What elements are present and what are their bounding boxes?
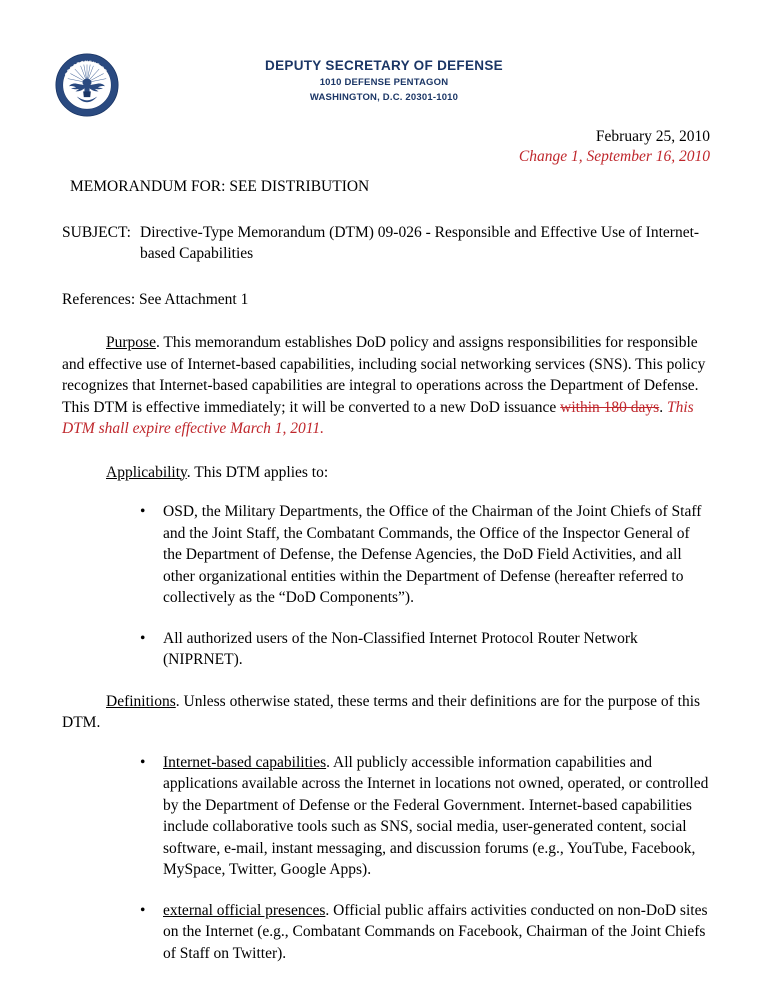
definition-body: . Official public affairs activities conducted on non-DoD sites on the Internet (e.g., Combatant Commands on Facebook, Chairman of the Joint Chiefs of Staff on Twitter). xyxy=(163,901,708,962)
document-body xyxy=(62,176,710,964)
svg-text:M: M xyxy=(84,59,88,65)
subject-text: Directive-Type Memorandum (DTM) 09-026 - Responsible and Effective Use of Internet-based Capabilities xyxy=(140,223,700,262)
definitions-paragraph xyxy=(62,691,710,734)
svg-text:D: D xyxy=(63,71,70,77)
definition-body: . All publicly accessible information capabilities and applications available across the Internet in locations not owned, operated, or controlled by the Department of Defense or the Federal Government. Internet-based capabilities include collaborative tools such as SNS, social media, user-generated content, social software, e-mail, instant messaging, and discussion forums (e.g., YouTube, Facebook, MySpace, Twitter, Google Apps). xyxy=(163,753,709,878)
list-item-text: OSD, the Military Departments, the Office of the Chairman of the Joint Chiefs of Staff and the Joint Staff, the Combatant Commands, the Office of the Inspector General of the Department of Defense, the Defense Agencies, the DoD Field Activities, and all other organizational entities within the Department of Defense (hereafter referred to collectively as the “DoD Components”). xyxy=(163,503,702,606)
definitions-heading: Definitions xyxy=(106,692,176,710)
svg-text:T: T xyxy=(95,61,101,68)
svg-text:D: D xyxy=(156,109,160,115)
svg-text:S: S xyxy=(148,126,151,131)
list-item xyxy=(140,628,710,671)
subject-line xyxy=(62,222,710,265)
svg-text:T: T xyxy=(161,89,165,94)
svg-text:S: S xyxy=(104,156,110,161)
bullet-icon: • xyxy=(140,901,146,919)
letterhead-text xyxy=(0,58,768,105)
bullet-icon: • xyxy=(140,753,146,771)
applicability-bullet-list xyxy=(140,501,710,671)
subject-label: SUBJECT: xyxy=(62,223,131,241)
svg-text:T: T xyxy=(80,59,84,65)
list-item xyxy=(140,752,710,881)
definitions-bullet-list xyxy=(140,752,710,965)
svg-text:I: I xyxy=(161,78,165,83)
svg-text:T: T xyxy=(124,147,129,153)
svg-text:T: T xyxy=(141,134,145,139)
svg-text:E: E xyxy=(159,99,163,105)
purpose-struck-text: within 180 days xyxy=(560,398,660,416)
letterhead-title: DEPUTY SECRETARY OF DEFENSE xyxy=(265,58,503,73)
list-item-text: All authorized users of the Non-Classified Internet Protocol Router Network (NIPRNET). xyxy=(163,629,638,668)
letterhead-address-line1: 1010 DEFENSE PENTAGON xyxy=(319,77,449,88)
svg-text:E: E xyxy=(88,59,92,65)
bullet-icon: • xyxy=(140,629,146,647)
list-item xyxy=(140,501,710,609)
definition-term: Internet-based capabilities xyxy=(163,753,327,771)
purpose-text-before: . This memorandum establishes DoD policy and assigns responsibilities for responsible and effective use of Internet-based capabilities, including social networking services (SNS). This policy recognizes that Internet-based capabilities are integral to operations across the Department of Defense. This DTM is effective immediately; it will be converted to a new DoD issuance xyxy=(62,334,706,416)
svg-text:A: A xyxy=(72,62,78,69)
svg-text:U: U xyxy=(156,57,162,63)
purpose-heading: Purpose xyxy=(106,334,156,351)
memorandum-for-line: MEMORANDUM FOR: SEE DISTRIBUTION xyxy=(70,178,370,195)
definition-term: external official presences xyxy=(163,901,326,919)
svg-text:A: A xyxy=(133,141,137,147)
document-date: February 25, 2010 xyxy=(595,128,710,145)
svg-text:N: N xyxy=(92,60,97,66)
change-date: Change 1, September 16, 2010 xyxy=(518,148,710,165)
purpose-inserted-text: This DTM shall expire effective March 1, 2011. xyxy=(62,398,694,437)
purpose-paragraph xyxy=(62,332,710,440)
applicability-paragraph xyxy=(62,462,710,484)
svg-text:R: R xyxy=(76,60,81,67)
definitions-lead-in: . Unless otherwise stated, these terms and their definitions are for the purpose of this DTM. xyxy=(62,692,701,731)
letterhead-address-line2: WASHINGTON, D.C. 20301-1010 xyxy=(309,92,459,103)
svg-text:F: F xyxy=(102,68,109,74)
purpose-text-after: . xyxy=(659,398,667,416)
applicability-heading: Applicability xyxy=(106,463,187,481)
svg-text:E: E xyxy=(65,68,72,74)
bullet-icon: • xyxy=(140,503,146,520)
references-line: References: See Attachment 1 xyxy=(62,290,249,308)
date-block xyxy=(519,127,710,167)
svg-text:N: N xyxy=(159,68,164,73)
svg-text:E: E xyxy=(115,152,119,158)
svg-text:O: O xyxy=(99,64,106,71)
list-item xyxy=(140,900,710,965)
applicability-lead-in: . This DTM applies to: xyxy=(186,463,329,481)
svg-text:P: P xyxy=(68,64,75,71)
